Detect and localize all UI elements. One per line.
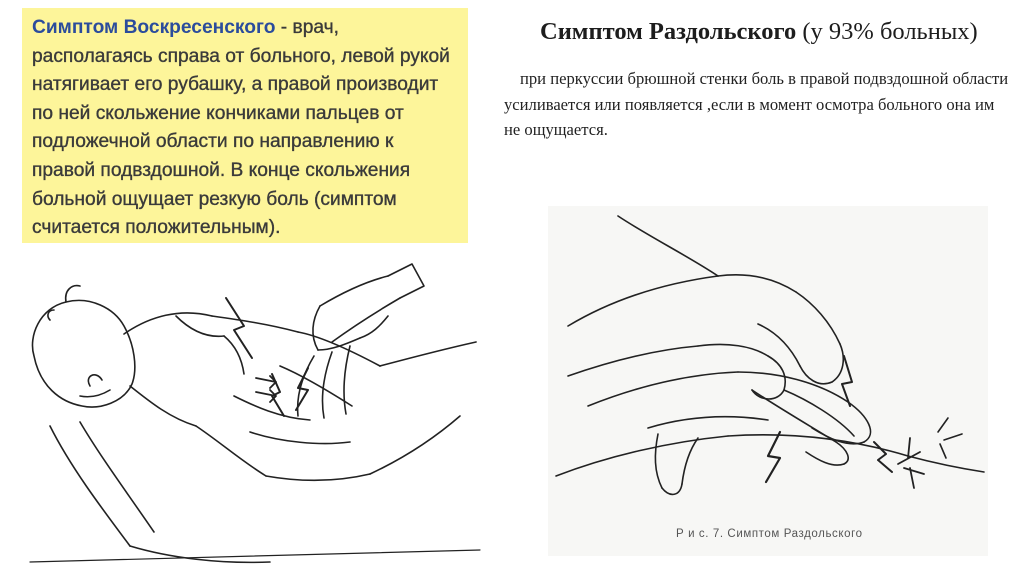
razdolsky-description: при перкуссии брюшной стенки боль в правой подвздошной области усиливается или появляется ,если в момент осмотра больного она им не ощущается. bbox=[504, 69, 1009, 139]
razdolsky-heading bbox=[540, 18, 1010, 46]
voskresensky-text-box bbox=[22, 8, 468, 243]
figure-caption: Р и с. 7. Симптом Раздольского bbox=[676, 528, 863, 540]
razdolsky-title: Симптом Раздольского bbox=[540, 18, 797, 45]
voskresensky-title: Симптом Воскресенского bbox=[32, 17, 276, 38]
voskresensky-illustration bbox=[20, 246, 490, 572]
voskresensky-description: - врач, располагаясь справа от больного, левой рукой натягивает его рубашку, а правой производит по ней скольжение кончиками пальцев от подложечной области по направлению к правой подвздошной. В конце скольжения больной ощущает резкую боль (симптом считается положительным). bbox=[32, 17, 450, 239]
razdolsky-title-note: (у 93% больных) bbox=[796, 18, 978, 45]
razdolsky-illustration bbox=[548, 206, 988, 556]
